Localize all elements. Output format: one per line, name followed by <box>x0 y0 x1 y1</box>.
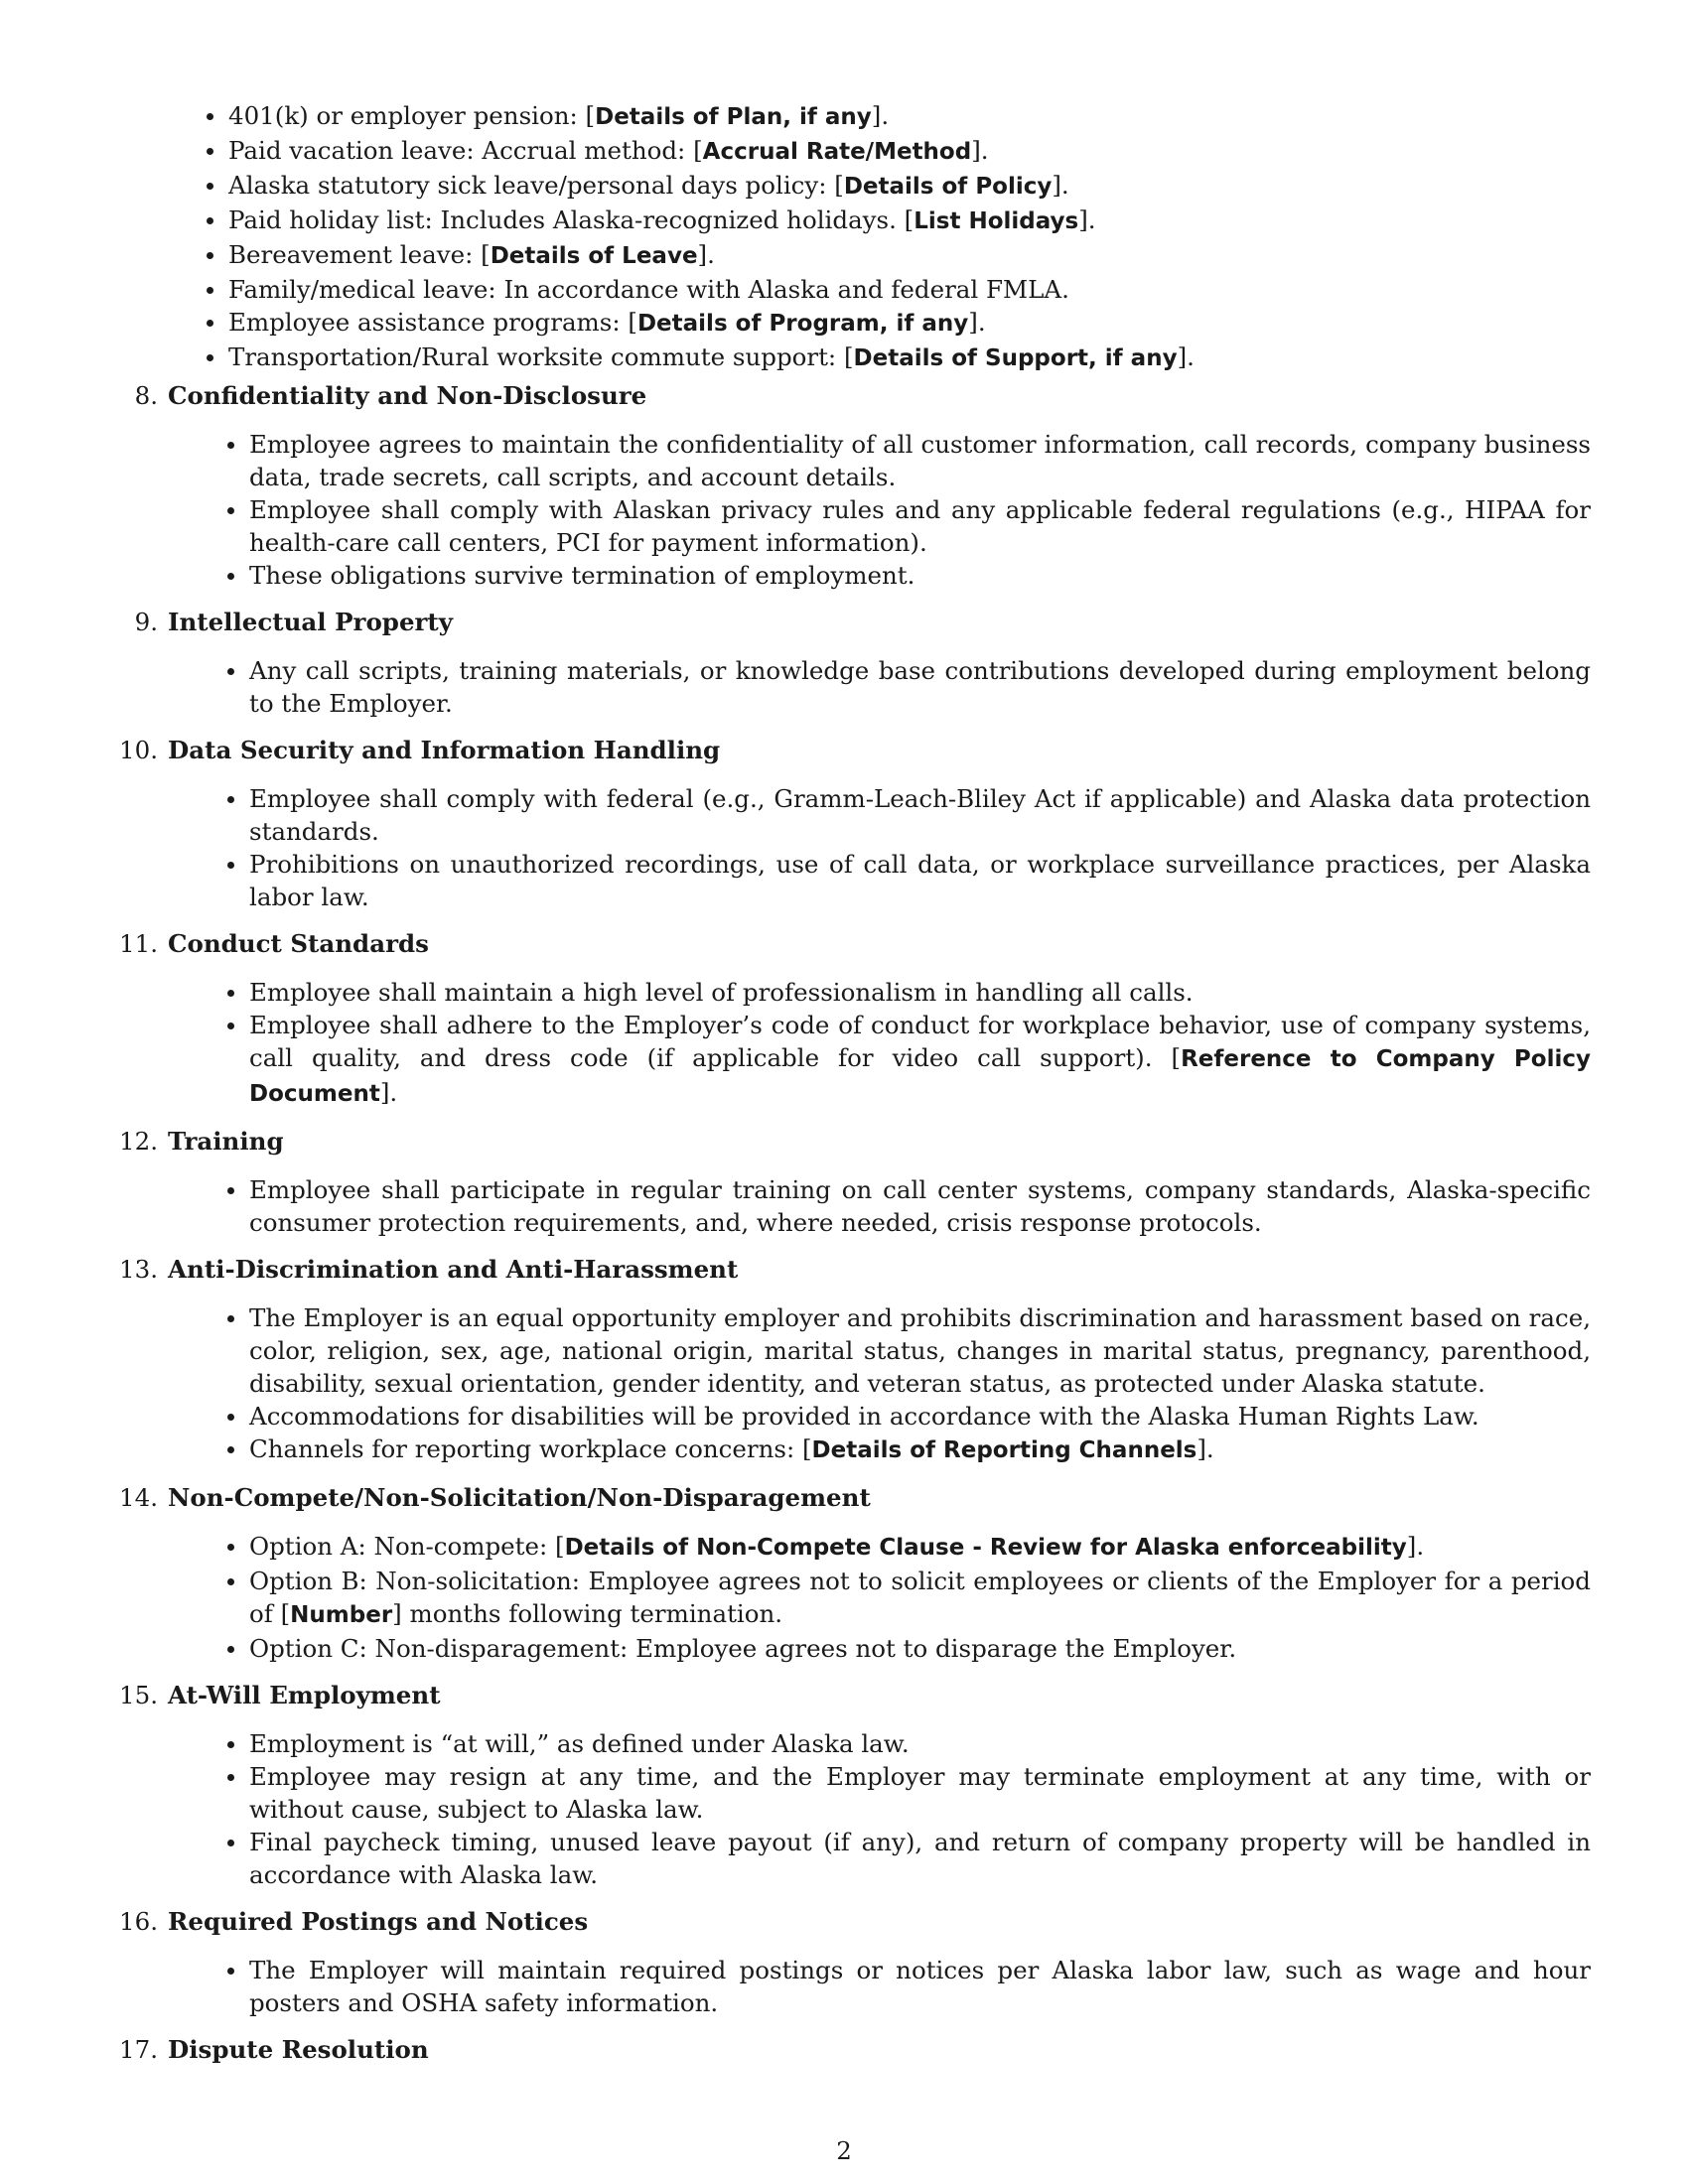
section-bullets <box>0 782 1591 913</box>
section-title: Intellectual Property <box>168 608 453 636</box>
section-number: 11. <box>119 929 158 958</box>
list-item: Final paycheck timing, unused leave payout (if any), and return of company property will be handled in accordance with Alaska law. <box>227 1826 1591 1891</box>
section-heading <box>0 1125 1688 1158</box>
section-heading <box>0 1679 1688 1711</box>
section-title: Confidentiality and Non-Disclosure <box>168 381 647 410</box>
page-number: 2 <box>836 2136 852 2165</box>
list-item: Channels for reporting workplace concerns: [Details of Reporting Channels]. <box>227 1433 1591 1467</box>
section-bullets <box>0 428 1591 592</box>
list-item: The Employer is an equal opportunity employer and prohibits discrimination and harassment based on race, color, religion, sex, age, national origin, marital status, changes in marital status, pregnancy, parenthood, disability, sexual orientation, gender identity, and veteran status, as protected under Alaska statute. <box>227 1301 1591 1400</box>
section-anti-discrimination <box>0 1253 1688 1467</box>
section-title: Training <box>168 1127 284 1156</box>
section-heading <box>0 1481 1688 1514</box>
list-item: Option C: Non-disparagement: Employee agrees not to disparage the Employer. <box>227 1632 1591 1665</box>
list-item: Paid holiday list: Includes Alaska-recognized holidays. [List Holidays]. <box>207 204 1597 238</box>
list-item: Employee shall comply with federal (e.g., Gramm-Leach-Bliley Act if applicable) and Alaska data protection standards. <box>227 782 1591 848</box>
list-item: Employee shall participate in regular training on call center systems, company standards, Alaska-specific consumer protection requirements, and, where needed, crisis response protocols. <box>227 1173 1591 1239</box>
section-number: 8. <box>134 381 158 410</box>
list-item: Transportation/Rural worksite commute support: [Details of Support, if any]. <box>207 341 1597 375</box>
list-item: Family/medical leave: In accordance with Alaska and federal FMLA. <box>207 273 1597 306</box>
section-bullets <box>0 1173 1591 1239</box>
section-conduct-standards <box>0 927 1688 1111</box>
section-title: Dispute Resolution <box>168 2035 429 2064</box>
list-item: 401(k) or employer pension: [Details of Plan, if any]. <box>207 99 1597 134</box>
section-bullets <box>0 1727 1591 1891</box>
section-data-security <box>0 734 1688 913</box>
list-item: Any call scripts, training materials, or knowledge base contributions developed during employment belong to the Employer. <box>227 654 1591 720</box>
section-number: 13. <box>119 1255 158 1284</box>
section-number: 10. <box>119 736 158 764</box>
section-bullets <box>0 1954 1591 2019</box>
list-item: Accommodations for disabilities will be provided in accordance with the Alaska Human Rights Law. <box>227 1400 1591 1433</box>
section-bullets <box>0 654 1591 720</box>
list-item: Option A: Non-compete: [Details of Non-Compete Clause - Review for Alaska enforceability]. <box>227 1530 1591 1565</box>
section-required-postings <box>0 1905 1688 2019</box>
section-title: Conduct Standards <box>168 929 429 958</box>
section-number: 9. <box>134 608 158 636</box>
section-heading <box>0 927 1688 960</box>
section-title: Required Postings and Notices <box>168 1907 589 1936</box>
section-number: 15. <box>119 1681 158 1709</box>
section-number: 16. <box>119 1907 158 1936</box>
list-item: These obligations survive termination of employment. <box>227 559 1591 592</box>
section-intellectual-property <box>0 606 1688 720</box>
section-title: Data Security and Information Handling <box>168 736 721 764</box>
section-bullets <box>0 976 1591 1111</box>
section-training <box>0 1125 1688 1239</box>
benefits-bullet-list <box>207 99 1597 375</box>
section-heading <box>0 734 1688 766</box>
numbered-sections <box>0 379 1688 2080</box>
list-item: Bereavement leave: [Details of Leave]. <box>207 238 1597 273</box>
section-bullets <box>0 1530 1591 1665</box>
list-item: The Employer will maintain required postings or notices per Alaska labor law, such as wage and hour posters and OSHA safety information. <box>227 1954 1591 2019</box>
list-item: Employee may resign at any time, and the Employer may terminate employment at any time, with or without cause, subject to Alaska law. <box>227 1760 1591 1826</box>
list-item: Alaska statutory sick leave/personal days policy: [Details of Policy]. <box>207 169 1597 204</box>
list-item: Employee assistance programs: [Details of Program, if any]. <box>207 306 1597 341</box>
section-dispute-resolution <box>0 2033 1688 2066</box>
section-heading <box>0 1905 1688 1938</box>
section-confidentiality <box>0 379 1688 592</box>
section-heading <box>0 2033 1688 2066</box>
section-title: Anti-Discrimination and Anti-Harassment <box>168 1255 739 1284</box>
section-title: At-Will Employment <box>168 1681 441 1709</box>
list-item: Employee shall comply with Alaskan privacy rules and any applicable federal regulations (e.g., HIPAA for health-care call centers, PCI for payment information). <box>227 493 1591 559</box>
section-number: 17. <box>119 2035 158 2064</box>
section-title: Non-Compete/Non-Solicitation/Non-Disparagement <box>168 1483 871 1512</box>
list-item: Option B: Non-solicitation: Employee agrees not to solicit employees or clients of the Employer for a period of [Number] months following termination. <box>227 1565 1591 1632</box>
list-item: Prohibitions on unauthorized recordings, use of call data, or workplace surveillance practices, per Alaska labor law. <box>227 848 1591 913</box>
list-item: Employee shall adhere to the Employer’s code of conduct for workplace behavior, use of company systems, call quality, and dress code (if applicable for video call support). [Reference to Company Policy Document]. <box>227 1009 1591 1111</box>
list-item: Employee agrees to maintain the confidentiality of all customer information, call records, company business data, trade secrets, call scripts, and account details. <box>227 428 1591 493</box>
section-heading <box>0 606 1688 638</box>
list-item: Employment is “at will,” as defined under Alaska law. <box>227 1727 1591 1760</box>
section-heading <box>0 1253 1688 1286</box>
section-heading <box>0 379 1688 412</box>
section-number: 12. <box>119 1127 158 1156</box>
list-item: Employee shall maintain a high level of professionalism in handling all calls. <box>227 976 1591 1009</box>
list-item: Paid vacation leave: Accrual method: [Accrual Rate/Method]. <box>207 134 1597 169</box>
section-non-compete <box>0 1481 1688 1665</box>
section-number: 14. <box>119 1483 158 1512</box>
section-at-will <box>0 1679 1688 1891</box>
section-bullets <box>0 1301 1591 1467</box>
